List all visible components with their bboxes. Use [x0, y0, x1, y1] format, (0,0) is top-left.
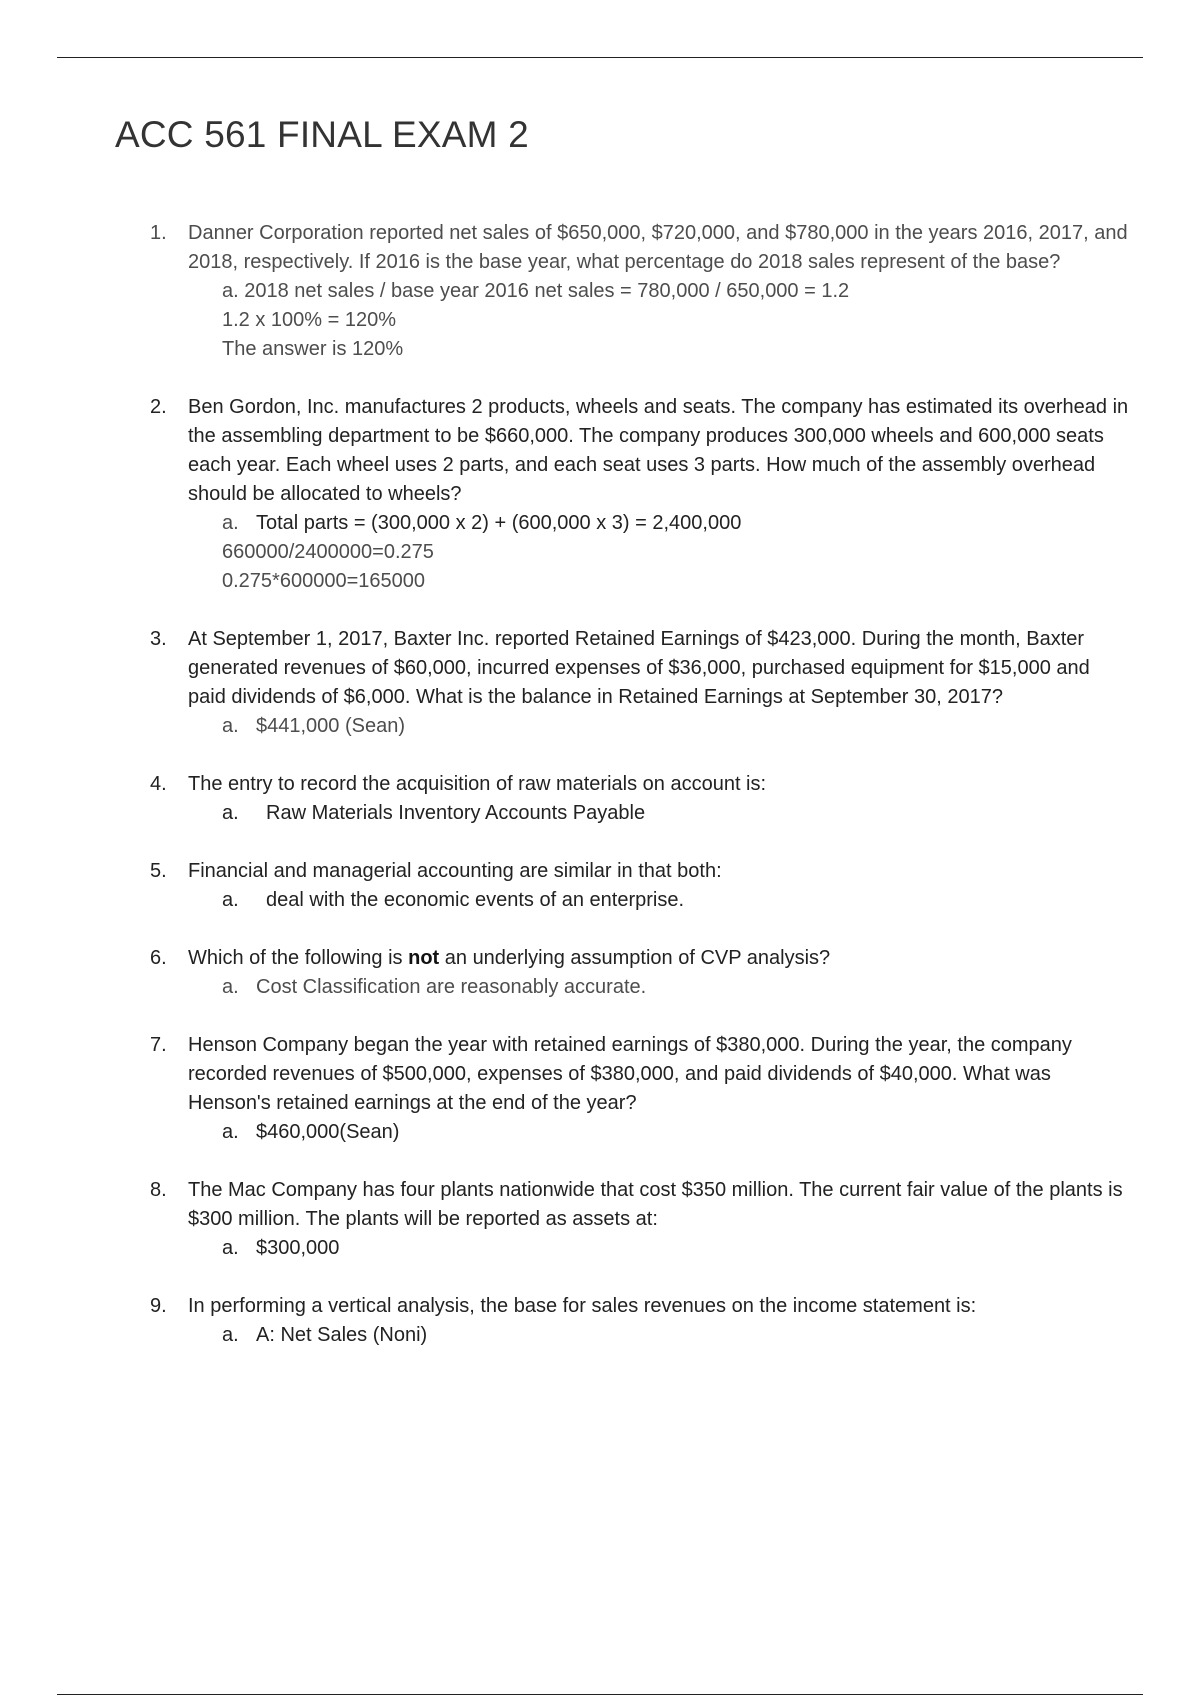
page-title: ACC 561 FINAL EXAM 2 [115, 114, 529, 155]
answer-letter: a. [222, 715, 239, 737]
question-7 [0, 1031, 1200, 1147]
answer-line [222, 277, 1130, 306]
answer-list [188, 799, 1130, 828]
answer-line [222, 1118, 1130, 1147]
question-text-part: an underlying assumption of CVP analysis? [439, 947, 831, 969]
answer-letter: a. [222, 889, 239, 911]
question-number: 9. [150, 1295, 167, 1317]
question-text: Ben Gordon, Inc. manufactures 2 products, wheels and seats. The company has estimated its overhead in the assembling department to be $660,000. The company produces 300,000 wheels and 600,000 seats each year. Each wheel uses 2 parts, and each seat uses 3 parts. How much of the assembly overhead should be allocated to wheels? [188, 396, 1129, 505]
question-8 [0, 1176, 1200, 1263]
answer-line [222, 1321, 1130, 1350]
question-text [188, 944, 1130, 973]
answer-letter: a. [222, 976, 239, 998]
question-number: 4. [150, 773, 167, 795]
answer-text: A: Net Sales (Noni) [256, 1324, 428, 1346]
answer-text: deal with the economic events of an enterprise. [266, 889, 685, 911]
question-text: Henson Company began the year with retained earnings of $380,000. During the year, the company recorded revenues of $500,000, expenses of $380,000, and paid dividends of $40,000. What was Henson's retained earnings at the end of the year? [188, 1034, 1072, 1114]
answer-list [188, 277, 1130, 364]
answer-line: 1.2 x 100% = 120% [222, 309, 397, 331]
answer-list [188, 886, 1130, 915]
top-rule [57, 57, 1143, 58]
question-text: Financial and managerial accounting are similar in that both: [188, 860, 722, 882]
answer-letter: a. [222, 1237, 239, 1259]
question-number: 3. [150, 628, 167, 650]
question-number: 1. [150, 222, 167, 244]
question-text: The Mac Company has four plants nationwide that cost $350 million. The current fair value of the plants is $300 million. The plants will be reported as assets at: [188, 1179, 1123, 1230]
answer-line [222, 712, 1130, 741]
answer-line [222, 886, 1130, 915]
question-3 [0, 625, 1200, 741]
answer-letter: a. [222, 1324, 239, 1346]
question-text: The entry to record the acquisition of raw materials on account is: [188, 773, 767, 795]
answer-list [188, 1321, 1130, 1350]
question-number: 5. [150, 860, 167, 882]
question-9 [0, 1292, 1200, 1350]
question-6 [0, 944, 1200, 1002]
answer-line: The answer is 120% [222, 338, 404, 360]
question-number: 8. [150, 1179, 167, 1201]
answer-text: $441,000 (Sean) [256, 715, 406, 737]
answer-letter: a. [222, 802, 239, 824]
answer-list [188, 712, 1130, 741]
question-5 [0, 857, 1200, 915]
answer-line [222, 973, 1130, 1002]
question-number: 2. [150, 396, 167, 418]
answer-text: Cost Classification are reasonably accurate. [256, 976, 647, 998]
question-list [0, 219, 1200, 1379]
question-1 [0, 219, 1200, 364]
answer-list [188, 1234, 1130, 1263]
answer-text: Total parts = (300,000 x 2) + (600,000 x 3) = 2,400,000 [256, 512, 742, 534]
answer-text: $460,000(Sean) [256, 1121, 400, 1143]
answer-line [222, 1234, 1130, 1263]
question-text-part: Which of the following is [188, 947, 409, 969]
answer-line: 0.275*600000=165000 [222, 570, 425, 592]
question-text-emphasis: not [408, 947, 440, 969]
question-text: In performing a vertical analysis, the base for sales revenues on the income statement is: [188, 1295, 977, 1317]
answer-line [222, 799, 1130, 828]
answer-list [188, 509, 1130, 596]
answer-text: 2018 net sales / base year 2016 net sales = 780,000 / 650,000 = 1.2 [244, 280, 850, 302]
answer-text: $300,000 [256, 1237, 340, 1259]
answer-list [188, 973, 1130, 1002]
question-4 [0, 770, 1200, 828]
answer-text: Raw Materials Inventory Accounts Payable [266, 802, 646, 824]
bottom-rule [57, 1694, 1143, 1695]
answer-letter: a. [222, 512, 239, 534]
question-number: 7. [150, 1034, 167, 1056]
question-2 [0, 393, 1200, 596]
answer-line [222, 509, 1130, 538]
question-text: At September 1, 2017, Baxter Inc. reported Retained Earnings of $423,000. During the month, Baxter generated revenues of $60,000, incurred expenses of $36,000, purchased equipment for $15,000 and paid dividends of $6,000. What is the balance in Retained Earnings at September 30, 2017? [188, 628, 1090, 708]
answer-letter: a. [222, 1121, 239, 1143]
answer-list [188, 1118, 1130, 1147]
answer-letter: a. [222, 280, 239, 302]
question-text: Danner Corporation reported net sales of $650,000, $720,000, and $780,000 in the years 2016, 2017, and 2018, respectively. If 2016 is the base year, what percentage do 2018 sales represent of the base? [188, 222, 1128, 273]
question-number: 6. [150, 947, 167, 969]
answer-line: 660000/2400000=0.275 [222, 541, 434, 563]
